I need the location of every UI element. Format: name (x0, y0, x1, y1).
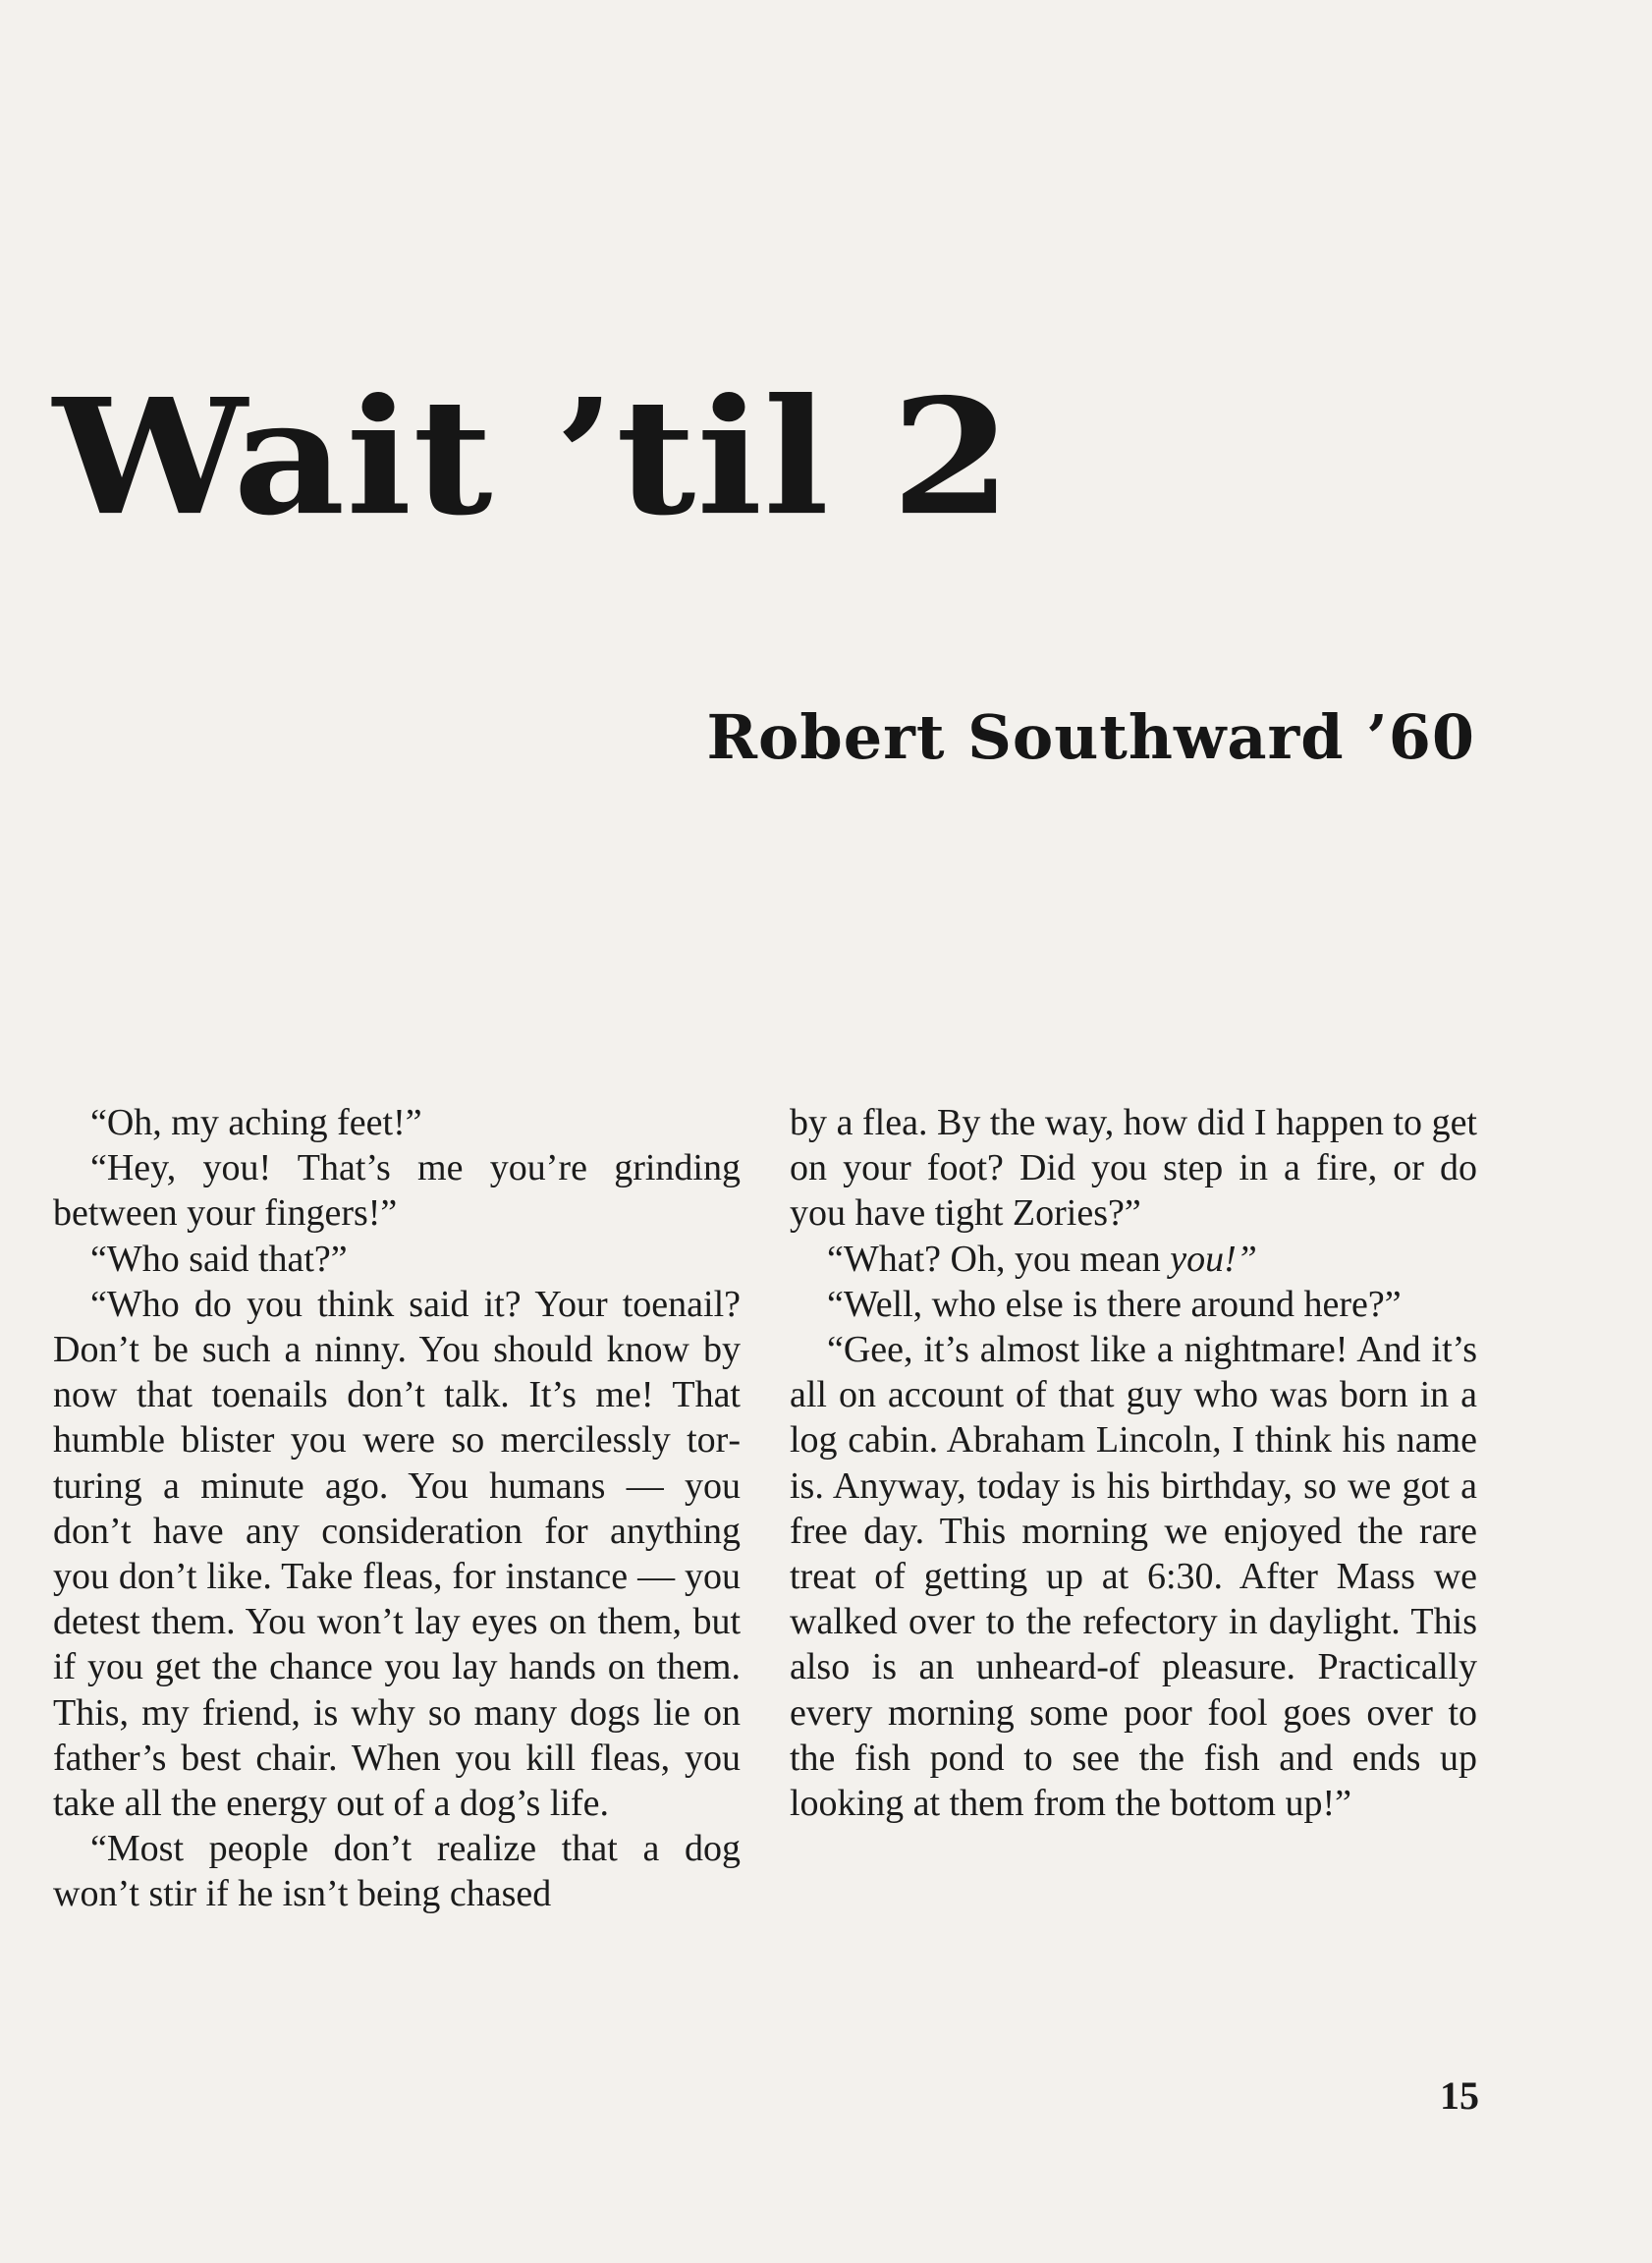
left-column (53, 1100, 741, 1917)
article-title: Wait ’til 2 (53, 363, 1013, 551)
article-byline: Robert Southward ’60 (706, 701, 1475, 773)
right-column (790, 1100, 1477, 1917)
emphasized-text: you!” (1170, 1238, 1257, 1280)
paragraph: “Well, who else is there around here?” (827, 1283, 1402, 1325)
paragraph: “Who do you think said it? Your toenail? Don’t be such a ninny. You should know by now that toenails don’t talk. It’s me! That humble blister you were so mercilessly torturing a minute ago. You humans — you don’t have any consideration for anything you don’t like. Take fleas, for instance — you detest them. You won’t lay eyes on them, but if you get the chance you lay hands on them. This, my friend, is why so many dogs lie on father’s best chair. When you kill fleas, you take all the energy out of a dog’s life. (53, 1283, 741, 1825)
paragraph: “Hey, you! That’s me you’re grinding between your fingers!” (53, 1147, 741, 1235)
paragraph-continued: by a flea. By the way, how did I happen to get on your foot? Did you step in a fire, or do you have tight Zories?” (790, 1102, 1477, 1235)
article-body (53, 1100, 1477, 1917)
page-number: 15 (1440, 2073, 1479, 2118)
paragraph: “Most people don’t realize that a dog won’t stir if he isn’t being chased (53, 1828, 741, 1915)
paragraph (790, 1237, 1477, 1282)
paragraph-text: “What? Oh, you mean (827, 1238, 1171, 1280)
paragraph: “Gee, it’s almost like a nightmare! And it’s all on account of that guy who was born in a log cabin. Abraham Lincoln, I think his name is. Anyway, today is his birthday, so we got a free day. This morning we enjoyed the rare treat of getting up at 6:30. After Mass we walked over to the refectory in daylight. This also is an unheard-of pleasure. Practically every morning some poor fool goes over to the fish pond to see the fish and ends up looking at them from the bottom up!” (790, 1329, 1477, 1825)
paragraph: “Who said that?” (90, 1238, 348, 1280)
paragraph: “Oh, my aching feet!” (90, 1102, 422, 1143)
